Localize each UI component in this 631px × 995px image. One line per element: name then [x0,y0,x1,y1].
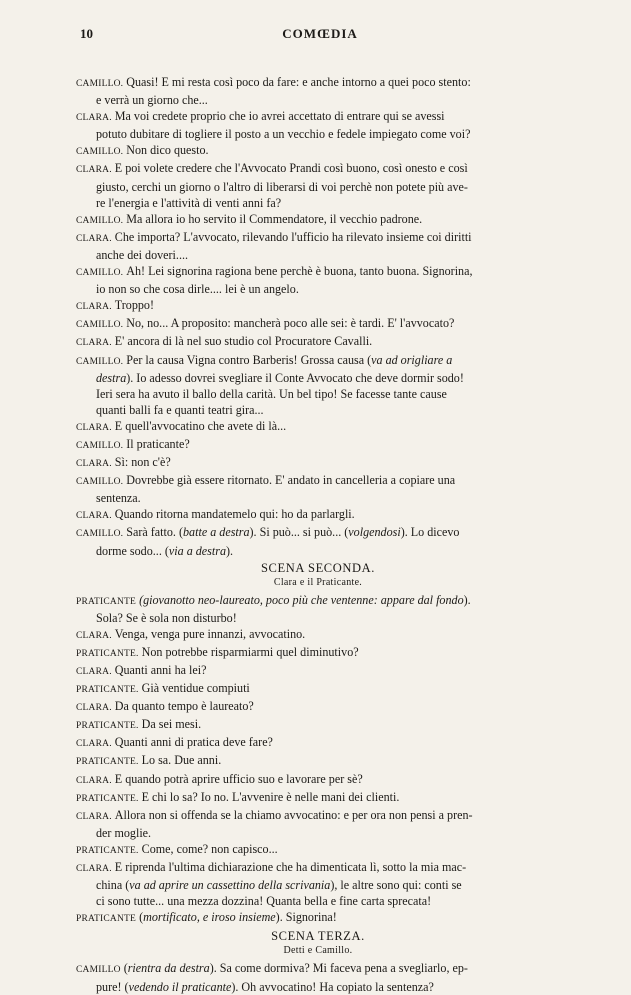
stage-direction: va ad aprire un cassettino della scrivania [129,878,331,893]
speaker-name: CAMILLO. [76,215,124,226]
speaker-name: CLARA. [76,165,112,176]
dialogue-text: E poi volete credere che l'Avvocato Prandi così buono, così onesto e così [114,161,468,176]
dialogue-line [76,142,560,160]
page-number: 10 [80,26,93,41]
dialogue-text: Ma allora io ho servito il Commendatore, il vecchio padrone. [126,211,423,226]
speaker-name: PRATICANTE. [76,845,139,856]
dialogue-text: Il praticante? [126,436,190,451]
speaker-name: CLARA. [76,775,112,786]
dialogue-line [76,771,560,789]
dialogue-text: E' ancora di là nel suo studio col Procuratore Cavalli. [114,334,373,349]
dialogue-text: Non potrebbe risparmiarmi quel diminutivo? [141,644,359,659]
dialogue-continuation [76,610,560,626]
dialogue-line [76,352,560,370]
speaker-name: CAMILLO. [76,440,124,451]
dialogue-line [76,592,560,610]
dialogue-text: E chi lo sa? Io no. L'avvenire è nelle mani dei clienti. [141,789,400,804]
dialogue-line [76,807,560,825]
dialogue-text: Venga, venga pure innanzi, avvocatino. [114,626,306,641]
dialogue-text: Che importa? L'avvocato, rilevando l'ufficio ha rilevato insieme coi diritti [114,229,472,244]
dialogue-text: Ieri sera ha avuto il ballo della carità. Un bel tipo! Se facesse tante cause [96,386,447,401]
dialogue-text: anche dei doveri.... [96,247,189,262]
running-title: COMŒDIA [282,26,358,41]
speaker-name: CAMILLO. [76,147,124,158]
speaker-name: PRATICANTE [76,914,137,925]
dialogue-continuation [76,825,560,841]
dialogue-text: Da sei mesi. [141,717,202,732]
dialogue-text: Non dico questo. [126,143,209,158]
stage-direction: ( [139,592,144,607]
speaker-name: CLARA. [76,811,112,822]
dialogue-line [76,454,560,472]
dialogue-text: ). Signorina! [275,910,337,925]
speaker-name: PRATICANTE. [76,793,139,804]
speaker-name: CLARA. [76,422,112,433]
dialogue-text: dorme sodo... ( [96,543,169,558]
scene-heading: SCENA SECONDA. [261,560,375,575]
dialogue-text: Già ventidue compiuti [141,681,250,696]
dialogue-line [76,211,560,229]
dialogue-continuation [76,490,560,506]
dialogue-line [76,418,560,436]
stage-direction: volgendosi [348,525,401,540]
page-header [80,26,560,46]
dialogue-line [76,108,560,126]
dialogue-continuation [76,370,560,386]
dialogue-line [76,524,560,542]
dialogue-text: E quando potrà aprire ufficio suo e lavorare per sè? [114,771,363,786]
dialogue-text: Per la causa Vigna contro Barberis! Grossa causa ( [126,352,372,367]
scene-heading: SCENA TERZA. [271,929,365,944]
dialogue-line [76,506,560,524]
speaker-name: PRATICANTE. [76,757,139,768]
dialogue-line [76,472,560,490]
scene-characters: Detti e Camillo. [283,945,353,957]
dialogue-text: Ma voi credete proprio che io avrei accettato di entrare qui se avessi [114,109,445,124]
dialogue-text: Come, come? non capisco... [141,841,278,856]
dialogue-continuation [76,543,560,559]
dialogue-text: io non so che cosa dirle.... lei è un angelo. [96,282,299,297]
dialogue-text: pure! ( [96,979,129,994]
dialogue-text: ), le altre sono qui: conti se [330,878,462,893]
speaker-name: CAMILLO. [76,529,124,540]
speaker-name: CAMILLO [76,965,121,976]
speaker-name: CLARA. [76,233,112,244]
dialogue-text: Troppo! [114,298,154,313]
speaker-name: CLARA. [76,739,112,750]
stage-direction: giovanotto neo-laureato, poco più che ventenne: appare dal fondo [143,592,464,607]
speaker-name: CLARA. [76,302,112,313]
speaker-name: PRATICANTE [76,596,137,607]
dialogue-text: Allora non si offenda se la chiamo avvocatino: e per ora non pensi a pren- [114,807,473,822]
dialogue-text: ). Sa come dormiva? Mi faceva pena a svegliarlo, ep- [209,961,468,976]
speaker-name: CLARA. [76,864,112,875]
stage-direction: batte a destra [183,525,250,540]
dialogue-line [76,841,560,859]
dialogue-text: ). Oh avvocatino! Ha copiato la sentenza? [231,979,434,994]
dialogue-text: giusto, cerchi un giorno o l'altro di liberarsi di voi perchè non potete più ave- [96,179,468,194]
dialogue-text: ( [139,910,144,925]
dialogue-text: Quanti anni di pratica deve fare? [114,735,273,750]
dialogue-text: Sarà fatto. ( [126,525,183,540]
dialogue-continuation [76,979,560,995]
stage-direction: via a destra [168,543,226,558]
stage-direction: mortificato, e iroso insieme [143,910,276,925]
dialogue-text: potuto dubitare di togliere il posto a un vecchio e fedele impiegato come voi? [96,127,471,142]
dialogue-text: Da quanto tempo è laureato? [114,699,254,714]
dialogue-text: Ah! Lei signorina ragiona bene perchè è buona, tanto buona. Signorina, [126,264,473,279]
dialogue-line [76,734,560,752]
speaker-name: PRATICANTE. [76,648,139,659]
dialogue-line [76,297,560,315]
dialogue-line [76,315,560,333]
dialogue-text: quanti balli fa e quanti teatri gira... [96,402,264,417]
dialogue-text: ). Si può... si può... ( [249,525,349,540]
speaker-name: CLARA. [76,630,112,641]
dialogue-line [76,160,560,178]
speaker-name: CLARA. [76,113,112,124]
dialogue-text: Quasi! E mi resta così poco da fare: e anche intorno a quei poco stento: [126,75,471,89]
dialogue-continuation [76,893,560,909]
dialogue-continuation [76,92,560,108]
dialogue-text: ). [463,592,471,607]
dialogue-line [76,859,560,877]
dialogue-line [76,644,560,662]
dialogue-line [76,680,560,698]
dialogue-text: No, no... A proposito: mancherà poco alle sei: è tardi. E' l'avvocato? [126,316,455,331]
dialogue-continuation [76,386,560,402]
speaker-name: CAMILLO. [76,477,124,488]
dialogue-text: Sì: non c'è? [114,455,171,470]
speaker-name: PRATICANTE. [76,685,139,696]
dialogue-text: Lo sa. Due anni. [141,753,222,768]
scene-characters: Clara e il Praticante. [273,576,363,588]
dialogue-continuation [76,877,560,893]
dialogue-continuation [76,195,560,211]
dialogue-text: re l'energia e l'attività di venti anni fa? [96,195,282,210]
speaker-name: CLARA. [76,667,112,677]
dialogue-text: Dovrebbe già essere ritornato. E' andato in cancelleria a copiare una [126,473,456,488]
dialogue-line [76,662,560,680]
dialogue-line [76,909,560,927]
dialogue-text: der moglie. [96,825,152,840]
dialogue-line [76,626,560,644]
speaker-name: PRATICANTE. [76,721,139,732]
dialogue-line [76,698,560,716]
dialogue-line [76,333,560,351]
speaker-name: CAMILLO. [76,79,124,89]
stage-direction: destra [96,370,127,385]
dialogue-text: china ( [96,878,130,893]
dialogue-continuation [76,402,560,418]
dialogue-line [76,74,560,92]
dialogue-line [76,229,560,247]
dialogue-line [76,960,560,978]
speaker-name: CAMILLO. [76,320,124,331]
dialogue-line [76,789,560,807]
dialogue-continuation [76,126,560,142]
dialogue-text: e verrà un giorno che... [96,93,208,108]
speaker-name: CLARA. [76,338,112,349]
speaker-name: CAMILLO. [76,268,124,279]
speaker-name: CLARA. [76,459,112,470]
dialogue-line [76,716,560,734]
dialogue-continuation [76,247,560,263]
dialogue-text: sentenza. [96,491,141,506]
play-text [76,74,560,995]
dialogue-text: ). Lo dicevo [400,525,460,540]
stage-direction: vedendo il praticante [128,979,232,994]
dialogue-line [76,436,560,454]
dialogue-continuation [76,179,560,195]
dialogue-text: Quando ritorna mandatemelo qui: ho da parlargli. [114,507,355,522]
dialogue-text: E riprenda l'ultima dichiarazione che ha dimenticata lì, sotto la mia mac- [114,860,467,875]
stage-direction: rientra da destra [127,961,210,976]
dialogue-text: Quanti anni ha lei? [114,663,207,677]
dialogue-line [76,752,560,770]
dialogue-text: Sola? Se è sola non disturbo! [96,610,237,625]
speaker-name: CLARA. [76,511,112,522]
dialogue-continuation [76,281,560,297]
speaker-name: CAMILLO. [76,356,124,367]
speaker-name: CLARA. [76,703,112,714]
stage-direction: va ad origliare a [371,352,453,367]
dialogue-text: ( [123,961,128,976]
dialogue-line [76,263,560,281]
dialogue-text: ). Io adesso dovrei svegliare il Conte Avvocato che deve dormir sodo! [126,370,464,385]
dialogue-text: ci sono tutte... una mezza dozzina! Quanta bella e fine carta sprecata! [96,894,432,909]
dialogue-text: ). [226,543,234,558]
dialogue-text: E quell'avvocatino che avete di là... [114,418,287,433]
